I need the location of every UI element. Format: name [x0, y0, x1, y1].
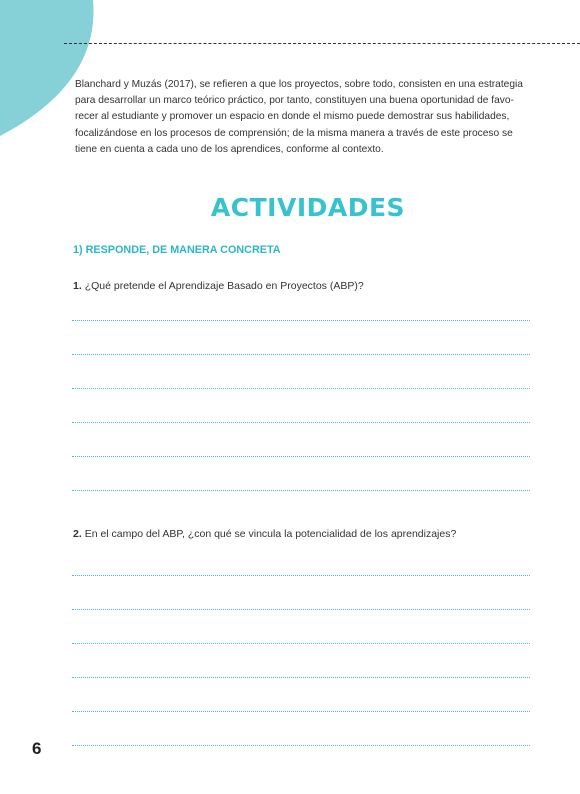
answer-line[interactable]	[72, 643, 530, 644]
question-text: En el campo del ABP, ¿con qué se vincula la potencialidad de los aprendizajes?	[84, 528, 457, 540]
question-number: 1.	[73, 280, 82, 292]
section-heading: 1) RESPONDE, DE MANERA CONCRETA	[73, 244, 281, 256]
answer-line[interactable]	[72, 609, 530, 610]
question-1	[73, 280, 364, 292]
intro-line: para desarrollar un marco teórico práctico, por tanto, constituyen una buena oportunidad de favo-	[75, 95, 514, 107]
question-number: 2.	[73, 528, 82, 540]
answer-line[interactable]	[72, 456, 530, 457]
activities-title: ACTIVIDADES	[210, 193, 406, 222]
question-text: ¿Qué pretende el Aprendizaje Basado en Proyectos (ABP)?	[84, 280, 364, 292]
answer-line[interactable]	[72, 490, 530, 491]
answer-line[interactable]	[72, 422, 530, 423]
intro-paragraph	[75, 77, 533, 158]
intro-line: Blanchard y Muzás (2017), se refieren a que los proyectos, sobre todo, consisten en una estrategia	[75, 79, 523, 90]
intro-line: focalizándose en los procesos de comprensión; de la misma manera a través de este proceso se	[75, 127, 513, 139]
top-dashed-rule	[64, 43, 580, 44]
intro-line: recer al estudiante y promover un espacio en donde el mismo puede demostrar sus habilidades,	[75, 111, 510, 123]
intro-line: tiene en cuenta a cada uno de los aprendices, conforme al contexto.	[75, 143, 384, 155]
answer-line[interactable]	[72, 745, 530, 746]
answer-line[interactable]	[72, 711, 530, 712]
answer-line[interactable]	[72, 575, 530, 576]
answer-line[interactable]	[72, 677, 530, 678]
answer-line[interactable]	[72, 354, 530, 355]
answer-line[interactable]	[72, 320, 530, 321]
page-number: 6	[32, 739, 42, 758]
answer-line[interactable]	[72, 388, 530, 389]
question-2	[73, 528, 456, 540]
